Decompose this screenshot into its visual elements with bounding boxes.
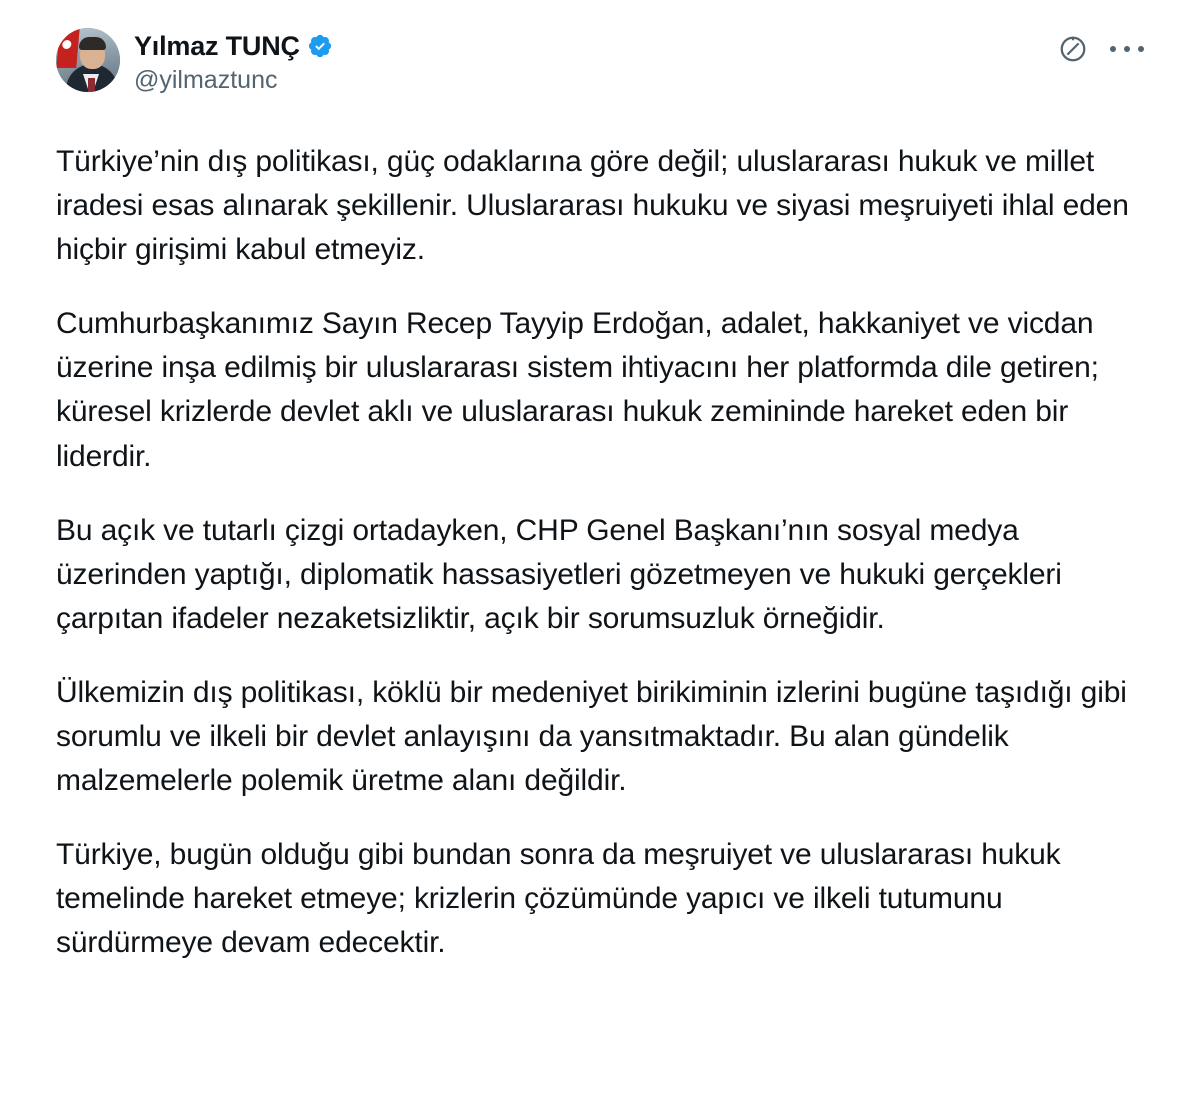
more-options-icon[interactable] (1110, 34, 1144, 64)
avatar[interactable] (56, 28, 120, 92)
avatar-hair (79, 37, 106, 50)
tweet-text (56, 140, 1144, 966)
display-name-row (134, 30, 333, 62)
tweet-header (56, 28, 1144, 114)
author-display-name[interactable]: Yılmaz TUNÇ (134, 31, 300, 61)
tweet-paragraph: Cumhurbaşkanımız Sayın Recep Tayyip Erdoğan, adalet, hakkaniyet ve vicdan üzerine inşa edilmiş bir uluslararası sistem ihtiyacını her platformda dile getiren; küresel krizlerde devlet aklı ve uluslararası hukuk zemininde hareket eden bir liderdir. (56, 307, 1099, 473)
header-actions (1058, 34, 1144, 64)
tweet-paragraph: Türkiye’nin dış politikası, güç odaklarına göre değil; uluslararası hukuk ve millet iradesi esas alınarak şekillenir. Uluslararası hukuku ve siyasi meşruiyeti ihlal eden hiçbir girişimi kabul etmeyiz. (56, 145, 1129, 267)
verified-badge-icon (307, 33, 333, 59)
author-handle[interactable]: @yilmaztunc (134, 66, 278, 95)
turkish-flag-icon (56, 28, 79, 68)
tweet-paragraph: Ülkemizin dış politikası, köklü bir medeniyet birikiminin izlerini bugüne taşıdığı gibi sorumlu ve ilkeli bir devlet anlayışını da yansıtmaktadır. Bu alan gündelik malzemelerle polemik üretme alanı değildir. (56, 675, 1127, 798)
grok-icon[interactable] (1058, 34, 1088, 64)
tweet-paragraph: Türkiye, bugün olduğu gibi bundan sonra da meşruiyet ve uluslararası hukuk temelinde hareket etmeye; krizlerin çözümünde yapıcı ve ilkeli tutumunu sürdürmeye devam edecektir. (56, 838, 1061, 960)
author-names (134, 28, 333, 98)
tweet-paragraph: Bu açık ve tutarlı çizgi ortadayken, CHP Genel Başkanı’nın sosyal medya üzerinden yaptığı, diplomatik hassasiyetleri gözetmeyen ve hukuki gerçekleri çarpıtan ifadeler nezaketsizliktir, açık bir sorumsuzluk örneğidir. (56, 513, 1062, 635)
avatar-tie (88, 78, 95, 92)
